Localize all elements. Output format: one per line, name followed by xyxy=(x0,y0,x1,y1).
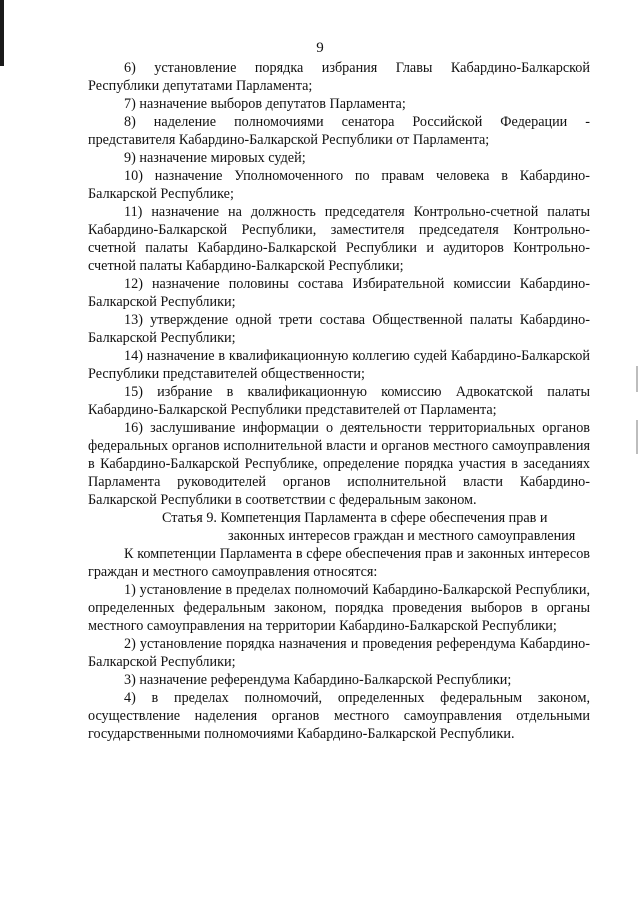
list-item-6: 6) установление порядка избрания Главы Кабардино-Балкарской Республики депутатами Парламента; xyxy=(88,60,590,94)
article-heading xyxy=(88,509,590,545)
page-number: 9 xyxy=(316,40,324,56)
document-body xyxy=(88,59,590,743)
list-item-10: 10) назначение Уполномоченного по правам человека в Кабардино-Балкарской Республике; xyxy=(88,168,590,202)
list-item-16: 16) заслушивание информации о деятельности территориальных органов федеральных органов исполнительной власти и органов местного самоуправления в Кабардино-Балкарской Республике, определение порядка участия в заседаниях Парламента руководителей органов исполнительной власти Кабардино-Балкарской Республики в соответствии с федеральным законом. xyxy=(88,420,590,508)
list-item-9: 9) назначение мировых судей; xyxy=(124,150,306,166)
scan-margin-mark xyxy=(636,420,638,454)
article-item-4: 4) в пределах полномочий, определенных федеральным законом, осуществление наделения органов местного самоуправления отдельными государственными полномочиями Кабардино-Балкарской Республики. xyxy=(88,690,590,742)
list-item-11: 11) назначение на должность председателя Контрольно-счетной палаты Кабардино-Балкарской Республики, заместителя председателя Контрольно-счетной палаты Кабардино-Балкарской Республики и аудиторов Контрольно-счетной палаты Кабардино-Балкарской Республики; xyxy=(88,204,590,274)
article-item-1: 1) установление в пределах полномочий Кабардино-Балкарской Республики, определенных федеральным законом, порядка проведения выборов в органы местного самоуправления на территории Кабардино-Балкарской Республики; xyxy=(88,582,590,634)
list-item-8: 8) наделение полномочиями сенатора Российской Федерации - представителя Кабардино-Балкарской Республики от Парламента; xyxy=(88,114,590,148)
article-intro: К компетенции Парламента в сфере обеспечения прав и законных интересов граждан и местного самоуправления относятся: xyxy=(88,546,590,580)
list-item-7: 7) назначение выборов депутатов Парламента; xyxy=(124,96,406,112)
list-item-14: 14) назначение в квалификационную коллегию судей Кабардино-Балкарской Республики представителей общественности; xyxy=(88,348,590,382)
list-item-15: 15) избрание в квалификационную комиссию Адвокатской палаты Кабардино-Балкарской Республики представителей от Парламента; xyxy=(88,384,590,418)
article-heading-line-1: Статья 9. Компетенция Парламента в сфере обеспечения прав и xyxy=(162,510,548,526)
article-heading-line-2: законных интересов граждан и местного самоуправления xyxy=(228,528,576,544)
scan-margin-mark xyxy=(636,366,638,392)
article-item-2: 2) установление порядка назначения и проведения референдума Кабардино-Балкарской Республики; xyxy=(88,636,590,670)
article-item-3: 3) назначение референдума Кабардино-Балкарской Республики; xyxy=(124,672,512,688)
list-item-12: 12) назначение половины состава Избирательной комиссии Кабардино-Балкарской Республики; xyxy=(88,276,590,310)
list-item-13: 13) утверждение одной трети состава Общественной палаты Кабардино-Балкарской Республики; xyxy=(88,312,590,346)
